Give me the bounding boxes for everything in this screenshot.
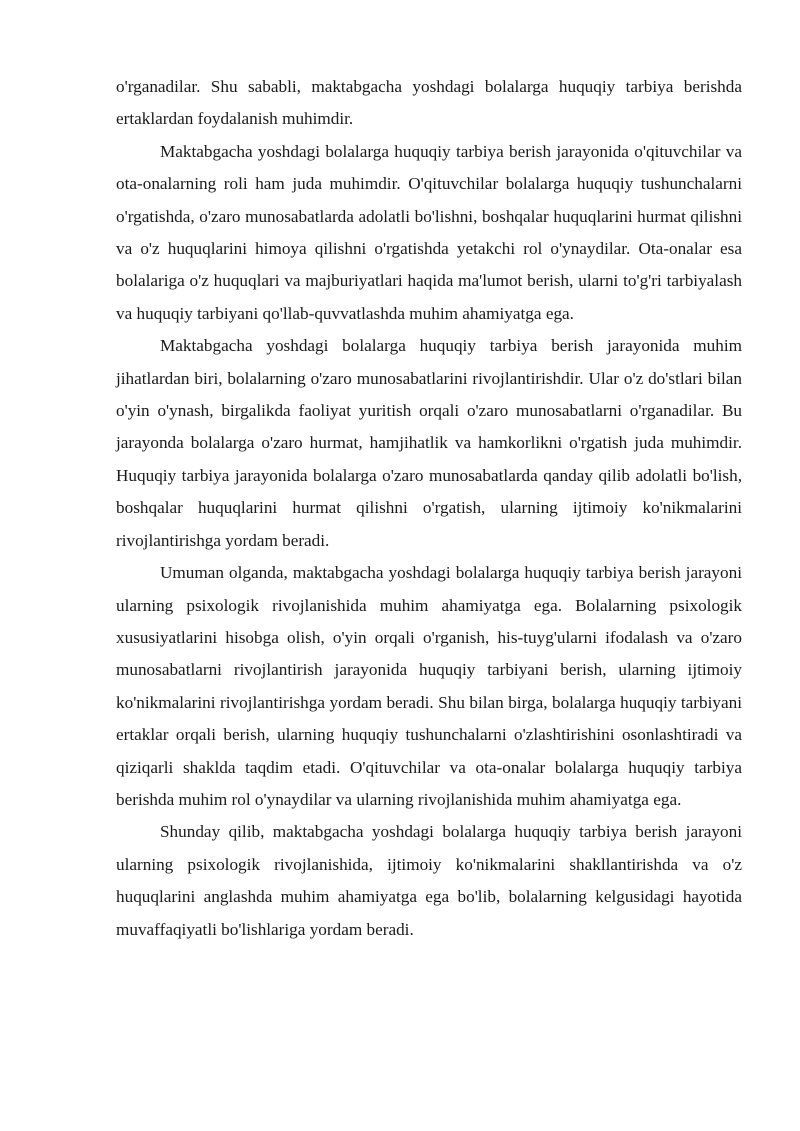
paragraph-2: Maktabgacha yoshdagi bolalarga huquqiy tarbiya berish jarayonida o'qituvchilar va ota-onalarning roli ham juda muhimdir. O'qituvchilar bolalarga huquqiy tushunchalarni o'rgatishda, o'zaro munosabatlarda adolatli bo'lishni, boshqalar huquqlarini hurmat qilishni va o'z huquqlarini himoya qilishni o'rgatishda yetakchi rol o'ynaydilar. Ota-onalar esa bolalariga o'z huquqlari va majburiyatlari haqida ma'lumot berish, ularni to'g'ri tarbiyalash va huquqiy tarbiyani qo'llab-quvvatlashda muhim ahamiyatga ega.	[116, 141, 742, 323]
paragraph-3: Maktabgacha yoshdagi bolalarga huquqiy tarbiya berish jarayonida muhim jihatlardan biri, bolalarning o'zaro munosabatlarini rivojlantirishdir. Ular o'z do'stlari bilan o'yin o'ynash, birgalikda faoliyat yuritish orqali o'zaro munosabatlarni o'rganadilar. Bu jarayonda bolalarga o'zaro hurmat, hamjihatlik va hamkorlikni o'rgatish juda muhimdir. Huquqiy tarbiya jarayonida bolalarga o'zaro munosabatlarda qanday qilib adolatli bo'lish, boshqalar huquqlarini hurmat qilishni o'rgatish, ularning ijtimoiy ko'nikmalarini rivojlantirishga yordam beradi.	[116, 336, 742, 550]
document-page	[116, 71, 742, 946]
paragraph-4: Umuman olganda, maktabgacha yoshdagi bolalarga huquqiy tarbiya berish jarayoni ularning psixologik rivojlanishida muhim ahamiyatga ega. Bolalarning psixologik xususiyatlarini hisobga olish, o'yin orqali o'rganish, his-tuyg'ularni ifodalash va o'zaro munosabatlarni rivojlantirish jarayonida huquqiy tarbiyani berish, ularning ijtimoiy ko'nikmalarini rivojlantirishga yordam beradi. Shu bilan birga, bolalarga huquqiy tarbiyani ertaklar orqali berish, ularning huquqiy tushunchalarni o'zlashtirishini osonlashtiradi va qiziqarli shaklda taqdim etadi. O'qituvchilar va ota-onalar bolalarga huquqiy tarbiya berishda muhim rol o'ynaydilar va ularning rivojlanishida muhim ahamiyatga ega.	[116, 563, 742, 809]
paragraph-1: o'rganadilar. Shu sababli, maktabgacha yoshdagi bolalarga huquqiy tarbiya berishda ertaklardan foydalanish muhimdir.	[116, 77, 742, 129]
paragraph-5: Shunday qilib, maktabgacha yoshdagi bolalarga huquqiy tarbiya berish jarayoni ularning psixologik rivojlanishida, ijtimoiy ko'nikmalarini shakllantirishda va o'z huquqlarini anglashda muhim ahamiyatga ega bo'lib, bolalarning kelgusidagi hayotida muvaffaqiyatli bo'lishlariga yordam beradi.	[116, 822, 742, 939]
